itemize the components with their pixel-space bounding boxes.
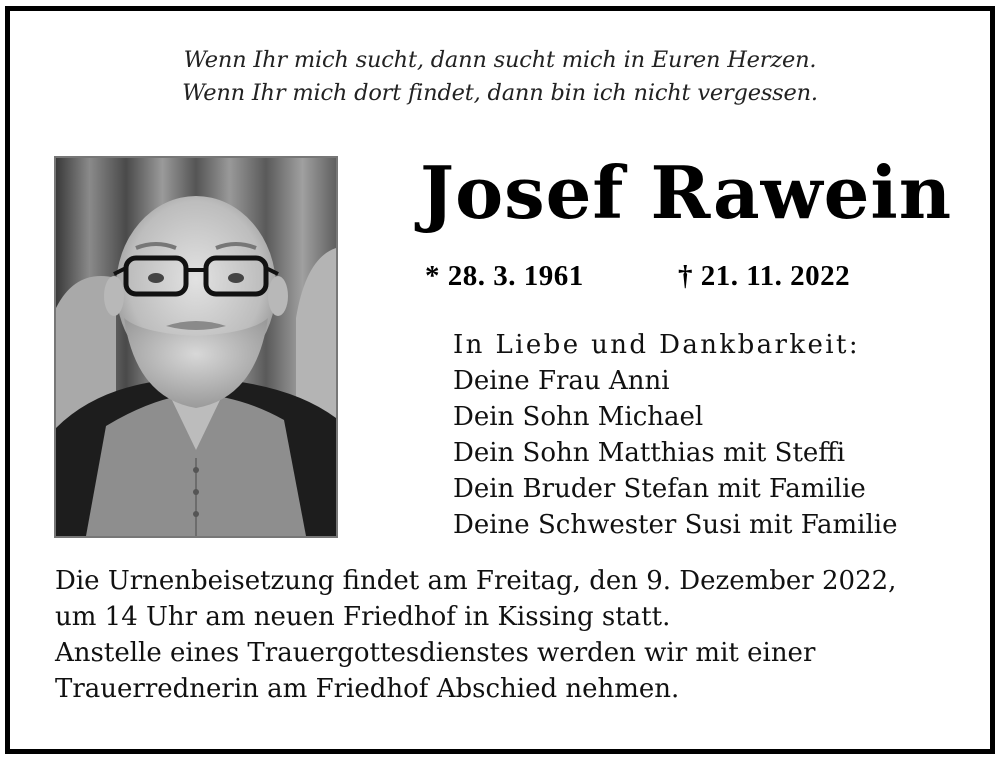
motto-line-2: Wenn Ihr mich dort findet, dann bin ich nicht vergessen.	[182, 80, 818, 106]
funeral-info	[55, 563, 896, 707]
funeral-info-line: Anstelle eines Trauergottesdienstes werden wir mit einer	[55, 638, 816, 668]
funeral-info-line: um 14 Uhr am neuen Friedhof in Kissing statt.	[55, 602, 671, 632]
portrait-photo	[54, 156, 338, 538]
family-member: Deine Frau Anni	[453, 366, 670, 396]
family-member: Deine Schwester Susi mit Familie	[453, 510, 898, 540]
family-member: Dein Sohn Matthias mit Steffi	[453, 438, 846, 468]
family-member: Dein Bruder Stefan mit Familie	[453, 474, 866, 504]
family-heading: In Liebe und Dankbarkeit:	[453, 330, 861, 360]
family-member: Dein Sohn Michael	[453, 402, 704, 432]
deceased-name: Josef Rawein	[420, 150, 953, 235]
death-date: † 21. 11. 2022	[678, 260, 851, 292]
funeral-info-line: Trauerrednerin am Friedhof Abschied nehmen.	[55, 674, 680, 704]
funeral-info-line: Die Urnenbeisetzung findet am Freitag, den 9. Dezember 2022,	[55, 566, 897, 596]
motto-quote	[0, 44, 1000, 110]
birth-date: * 28. 3. 1961	[425, 260, 584, 292]
family-list	[453, 327, 898, 543]
motto-line-1: Wenn Ihr mich sucht, dann sucht mich in Euren Herzen.	[183, 47, 817, 73]
